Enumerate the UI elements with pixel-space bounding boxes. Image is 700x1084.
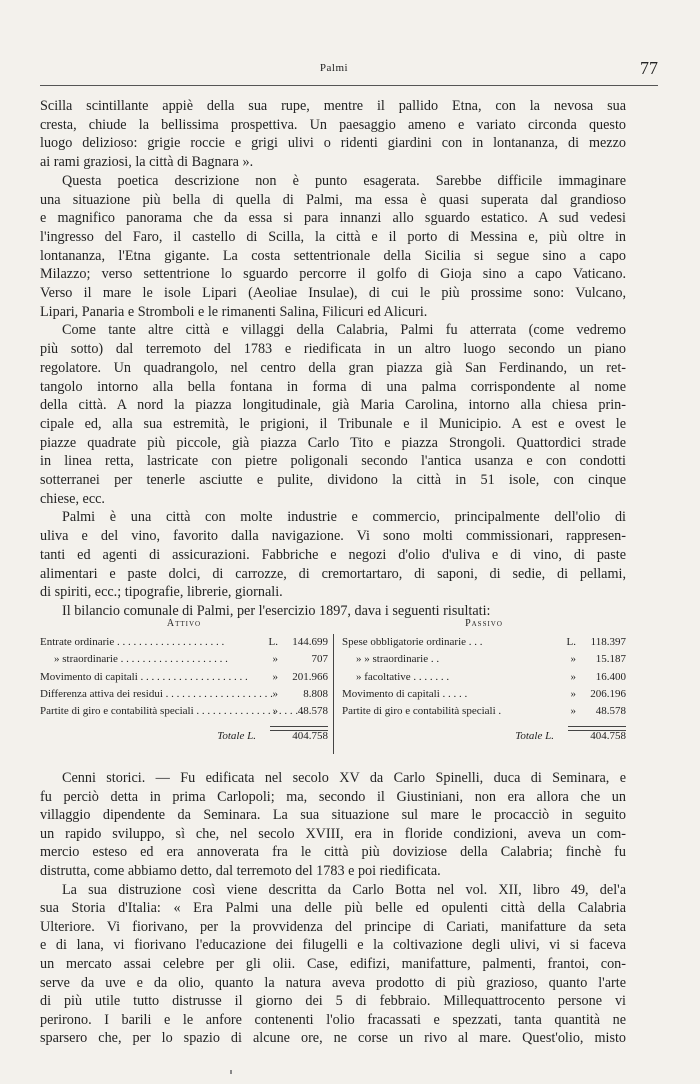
text-line: sparsero che, per lo spazio di alcune ore, ne corse un rivo al mare. Quest'olio, misto — [40, 1030, 626, 1047]
text-line: di più utile tutto distrusse il giorno dei 5 di febbraio. Millequattrocento persone vi — [40, 993, 626, 1010]
budget-label: » straordinarie . . . — [40, 651, 228, 668]
text-line: tangolo intorno alla bella fontana in forma di una palma corrispondente al nome — [40, 378, 626, 395]
budget-amount: 118.397 — [590, 636, 626, 648]
text-line: serve da uve e da olio, quanto la natura aveva prodotto di più grazioso, quanto l'arte — [40, 974, 626, 991]
budget-amount: 48.578 — [297, 705, 328, 718]
budget-currency: » — [272, 705, 278, 718]
budget-label: » facoltative . . . . . . . — [356, 670, 450, 683]
text-line: cresta, chiude la bellissima prospettiva. Un paesaggio ameno e variato circonda questo — [40, 116, 626, 133]
budget-label: Spese obbligatorie ordinarie . . . — [342, 636, 483, 648]
budget-amount: 201.966 — [292, 670, 328, 683]
paragraph-cenni-storici — [40, 769, 626, 881]
budget-currency: L. — [268, 636, 278, 648]
budget-label: Differenza attiva dei residui . . . — [40, 686, 273, 703]
paragraph-2 — [40, 172, 626, 322]
text-line: Lipari, Panaria e Stromboli e le rimanenti Salina, Filicuri ed Alicuri. — [40, 303, 428, 320]
header-rule — [40, 85, 658, 86]
text-line: perirono. I barili e le anfore contenenti l'olio fracassati e spezzati, tanta quantità ne — [40, 1011, 626, 1028]
budget-currency: » — [272, 670, 278, 683]
text-line: fu perciò detta in prima Carlopoli; ma, secondo il Giustiniani, non era allora che un — [40, 788, 626, 805]
text-line: più sotto) dal terremoto del 1783 e riedificata in un altro luogo secondo un piano — [40, 341, 626, 358]
text-line: uliva e del vino, favorito dalla navigazione. Vi sono molti commissionari, rappresen- — [40, 528, 626, 545]
budget-amount: 48.578 — [595, 705, 626, 718]
budget-label: » » straordinarie . . — [356, 653, 440, 666]
budget-row — [342, 703, 626, 720]
text-line: distrutta, come abbiamo detto, dal terremoto del 1783 e poi riedificata. — [40, 862, 441, 879]
text-line: piazze quadrate più piccole, già piazza Carlo Tito e piazza Strongoli. Quattordici strade — [40, 434, 626, 451]
text-line: un mercato assai celebre per gli olii. Case, edifizi, manifatture, palmenti, frantoi, con- — [40, 955, 626, 972]
budget-amount: 15.187 — [595, 653, 626, 666]
budget-row — [342, 686, 626, 703]
text-line: Questa poetica descrizione non è punto esagerata. Sarebbe difficile immaginare — [62, 172, 626, 189]
budget-currency: » — [272, 687, 278, 700]
running-title: Palmi — [319, 62, 349, 74]
budget-row — [342, 634, 626, 651]
budget-label: Partite di giro e contabilità speciali . . . — [40, 703, 304, 720]
history-text — [40, 769, 626, 1048]
budget-currency: » — [570, 653, 576, 666]
budget-row — [40, 686, 328, 703]
text-line: luogo delizioso: grigie roccie e grigi ulivi o ridenti giardini con in lontananza, di mezzo — [40, 135, 626, 152]
budget-row — [40, 634, 328, 651]
budget-row — [40, 651, 328, 668]
text-line: ai rami graziosi, la città di Bagnara ». — [40, 154, 254, 171]
budget-amount: 707 — [311, 653, 328, 666]
text-line: tanti ed agenti di assicurazioni. Fabbriche e negozi d'olio d'uliva e di vino, di paste — [40, 546, 626, 563]
main-text — [40, 97, 626, 621]
text-line: in linea retta, lastricate con pietre poligonali secondo l'antica usanza e con condotti — [40, 453, 626, 470]
text-line: La sua distruzione così viene descritta da Carlo Botta nel vol. XII, libro 49, del'a — [62, 881, 626, 898]
budget-amount: 206.196 — [590, 687, 626, 700]
budget-currency: » — [570, 670, 576, 683]
print-speck — [230, 1070, 232, 1074]
total-amount: 404.758 — [292, 730, 328, 743]
total-label: Totale L. — [515, 730, 554, 743]
text-line: Cenni storici. — Fu edificata nel secolo XV da Carlo Spinelli, duca di Seminara, e — [62, 770, 626, 786]
text-line: Verso il mare le isole Lipari (Aeoliae Insulae), di cui le più prossime sono: Vulcano, — [40, 285, 626, 302]
attivo-total-row — [40, 726, 328, 746]
budget-amount: 16.400 — [595, 670, 626, 683]
text-line: e magnifico panorama che da essa si para innanzi allo sguardo estatico. A sud vedesi — [40, 210, 626, 227]
paragraph-4 — [40, 508, 626, 602]
paragraph-1 — [40, 97, 626, 172]
budget-row — [40, 669, 328, 686]
text-line: Milazzo; verso settentrione lo sguardo percorre il golfo di Gioja sino a capo Vaticano. — [40, 266, 626, 283]
text-line: alimentari e paste dolci, di carrozze, di cremortartaro, di saponi, di sedie, di pellami, — [40, 565, 626, 582]
budget-label: Movimento di capitali . . . — [40, 669, 248, 686]
text-line: chiese, ecc. — [40, 490, 105, 507]
text-line: e di lana, vi fiorivano l'educazione dei filugelli e la coltivazione degli ulivi, vi si faceva — [40, 937, 626, 954]
text-line: cipale ed, alla sua estremità, le prigioni, il Tribunale e il Municipio. A est e ovest le — [40, 415, 626, 432]
text-line: l'ingresso del Faro, il castello di Scilla, la città e il porto di Messina e, più oltre in — [40, 228, 626, 245]
column-divider — [333, 634, 334, 754]
text-line: sua Storia d'Italia: « Era Palmi una delle più belle ed opulenti città della Calabria — [40, 900, 626, 917]
budget-row — [40, 703, 328, 720]
budget-currency: » — [570, 705, 576, 718]
budget-label: Partite di giro e contabilità speciali . — [342, 705, 502, 718]
total-amount: 404.758 — [590, 730, 626, 743]
budget-currency: » — [272, 653, 278, 666]
text-line: di spiriti, ecc.; tipografie, librerie, giornali. — [40, 584, 283, 601]
attivo-heading: Attivo — [166, 618, 202, 629]
text-line: un rapido sviluppo, sì che, nel secolo XVIII, era in floride condizioni, aveva un com- — [40, 825, 626, 842]
passivo-heading: Passivo — [465, 618, 503, 629]
page-number: 77 — [640, 58, 658, 78]
attivo-column — [40, 618, 328, 746]
text-line: Palmi è una città con molte industrie e commercio, principalmente dell'olio di — [62, 509, 626, 526]
budget-currency: » — [570, 687, 576, 700]
text-line: Scilla scintillante appiè della sua rupe, mentre il pallido Etna, con la nevosa sua — [40, 98, 626, 114]
text-line: mercio esteso ed era annoverata fra le città più doviziose della Calabria; finchè fu — [40, 844, 626, 861]
budget-amount: 144.699 — [292, 636, 328, 648]
total-label: Totale L. — [217, 730, 256, 743]
passivo-column — [342, 618, 626, 746]
text-line: regolatore. Un quadrangolo, nel centro della gran piazza già San Ferdinando, un ret- — [40, 359, 626, 376]
paragraph-botta — [40, 881, 626, 1048]
budget-label: Entrate ordinarie . . . — [40, 634, 224, 651]
budget-amount: 8.808 — [303, 687, 328, 700]
text-line: villaggio dipendente da Seminara. La sua situazione sul mare le procacciò in seguito — [40, 807, 626, 824]
text-line: Ulteriore. Vi fiorivano, per la provvidenza del principe di Cariati, manifatture da seta — [40, 918, 626, 935]
budget-row — [342, 669, 626, 686]
text-line: sotterranei per tenerle asciutte e pulite, dividono la città in 51 isole, con cinque — [40, 472, 626, 489]
budget-table — [40, 618, 626, 768]
running-head — [40, 58, 658, 82]
budget-label: Movimento di capitali . . . . . — [342, 687, 468, 700]
passivo-total-row — [342, 726, 626, 746]
text-line: una situazione più bella di quella di Palmi, ma essa è quasi superata dal grandioso — [40, 191, 626, 208]
text-line: Il bilancio comunale di Palmi, per l'esercizio 1897, dava i seguenti risultati: — [62, 602, 491, 619]
budget-row — [342, 651, 626, 668]
paragraph-3 — [40, 321, 626, 508]
text-line: lontananza, l'Etna gigante. La costa settentrionale della Sicilia si segue sino a capo — [40, 247, 626, 264]
text-line: Come tante altre città e villaggi della Calabria, Palmi fu atterrata (come vedremo — [62, 322, 626, 339]
text-line: della città. A nord la piazza longitudinale, già Maria Carolina, intorno alla chiesa prin- — [40, 397, 626, 414]
budget-currency: L. — [566, 636, 576, 648]
